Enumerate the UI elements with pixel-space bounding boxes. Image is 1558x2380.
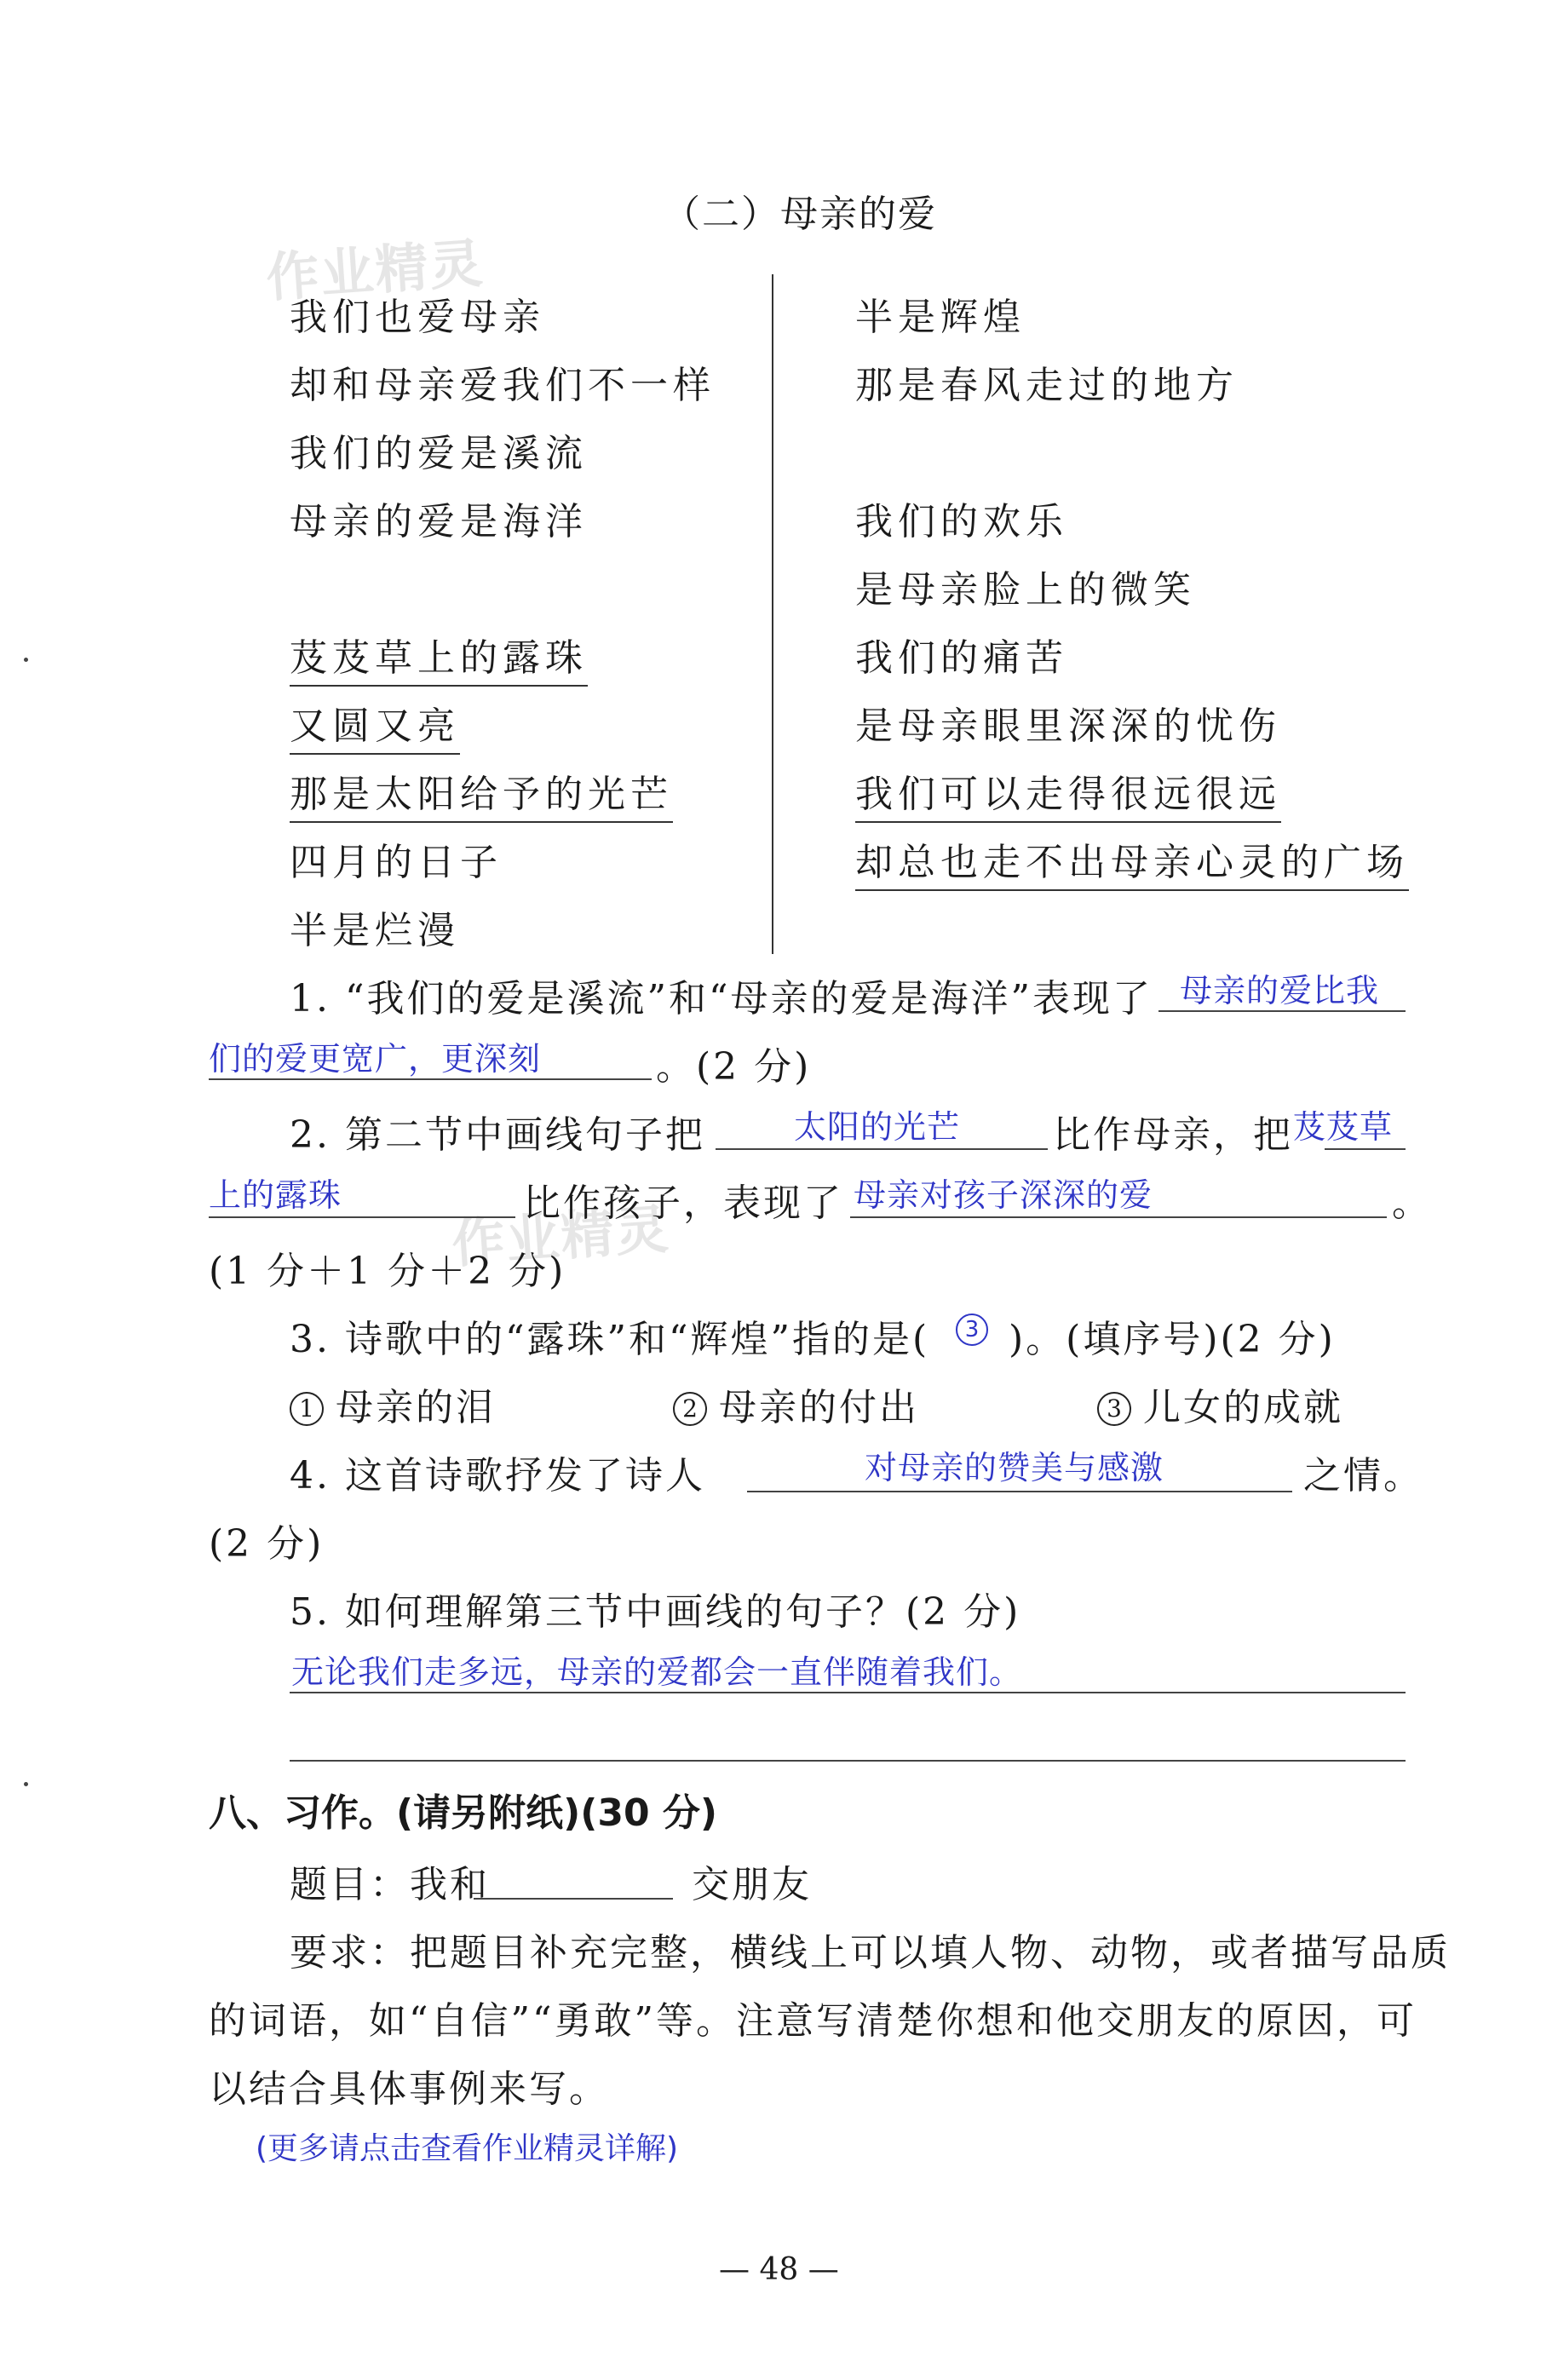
section-8-heading: 八、习作。(请另附纸)(30 分) (209, 1791, 717, 1835)
essay-requirement: 以结合具体事例来写。 (209, 2067, 609, 2111)
answer-blank (1325, 1148, 1406, 1150)
poem-line: 我们的爱是溪流 (290, 432, 588, 475)
question-1-answer: 母亲的爱比我 (1180, 972, 1380, 1009)
watermark: 作业精灵 (264, 232, 486, 309)
poem-line: 那是春风走过的地方 (855, 364, 1239, 407)
poem-line-underlined: 却总也走不出母亲心灵的广场 (855, 831, 1409, 891)
essay-topic-b: 交朋友 (692, 1863, 812, 1906)
question-2-answer-1: 太阳的光芒 (794, 1108, 961, 1146)
essay-topic: 题目：我和 (290, 1863, 490, 1906)
margin-dot (24, 658, 28, 662)
poem-line-underlined: 那是太阳给予的光芒 (290, 763, 673, 823)
topic-blank (474, 1898, 673, 1900)
poem-line: 我们的痛苦 (855, 636, 1068, 680)
question-4-text: 4. 这首诗歌抒发了诗人 (290, 1454, 705, 1498)
question-3-text-b: )。(填序号)(2 分) (1009, 1318, 1336, 1361)
page-title: （二）母亲的爱 (663, 193, 937, 236)
question-2-answer-2-cont: 上的露珠 (209, 1176, 342, 1214)
question-1-text: 1. “我们的爱是溪流”和“母亲的爱是海洋”表现了 (290, 977, 1153, 1020)
question-4-text-b: 之情。 (1303, 1454, 1423, 1498)
question-5-answer: 无论我们走多远，母亲的爱都会一直伴随着我们。 (291, 1653, 1023, 1691)
question-4-points: (2 分) (209, 1522, 325, 1566)
poem-line: 是母亲眼里深深的忧伤 (855, 704, 1281, 748)
question-1-points: 。(2 分) (656, 1045, 812, 1089)
watermark: 作业精灵 (450, 1198, 672, 1275)
question-2-text-b: 比作母亲，把 (1053, 1113, 1293, 1157)
question-2-answer-2: 芨芨草 (1293, 1108, 1394, 1146)
question-1-answer-cont: 们的爱更宽广，更深刻 (209, 1040, 542, 1078)
question-2-text-c: 比作孩子，表现了 (523, 1181, 843, 1225)
poem-line: 四月的日子 (290, 841, 503, 884)
question-2-answer-3: 母亲对孩子深深的爱 (854, 1176, 1153, 1214)
question-2-end: 。 (1392, 1181, 1432, 1225)
answer-blank (850, 1216, 1387, 1218)
answer-blank (209, 1216, 515, 1218)
more-details-link[interactable]: (更多请点击查看作业精灵详解) (256, 2131, 679, 2166)
question-2-points: (1 分＋1 分＋2 分) (209, 1250, 566, 1293)
poem-line: 却和母亲爱我们不一样 (290, 364, 716, 407)
poem-line-underlined: 我们可以走得很远很远 (855, 763, 1281, 823)
essay-requirement: 的词语，如“自信”“勇敢”等。注意写清楚你想和他交朋友的原因，可 (209, 1999, 1417, 2043)
answer-blank (716, 1148, 1048, 1150)
poem-line: 我们的欢乐 (855, 500, 1068, 543)
question-4-answer: 对母亲的赞美与感激 (865, 1449, 1164, 1486)
question-3-option-2: 2 母亲的付出 (673, 1377, 919, 1431)
margin-dot (24, 1782, 28, 1786)
question-3-answer: 3 (956, 1314, 988, 1346)
question-3-text-a: 3. 诗歌中的“露珠”和“辉煌”指的是( (290, 1318, 930, 1361)
question-2-text: 2. 第二节中画线句子把 (290, 1113, 705, 1157)
poem-line: 是母亲脸上的微笑 (855, 568, 1196, 612)
poem-line: 半是烂漫 (290, 909, 460, 952)
question-5-text: 5. 如何理解第三节中画线的句子？(2 分) (290, 1590, 1021, 1634)
poem-line-underlined: 芨芨草上的露珠 (290, 627, 588, 687)
question-3-option-3: 3 儿女的成就 (1097, 1377, 1343, 1431)
poem-line: 半是辉煌 (855, 296, 1026, 339)
question-3-option-1: 1 母亲的泪 (290, 1377, 496, 1431)
poem-line: 母亲的爱是海洋 (290, 500, 588, 543)
essay-requirement: 要求：把题目补充完整，横线上可以填人物、动物，或者描写品质 (290, 1931, 1451, 1975)
poem-line-underlined: 又圆又亮 (290, 695, 460, 755)
answer-blank (290, 1760, 1406, 1762)
column-divider (772, 274, 773, 954)
page-number: — 48 — (719, 2252, 839, 2287)
answer-blank (747, 1491, 1292, 1492)
poem-line: 我们也爱母亲 (290, 296, 545, 339)
